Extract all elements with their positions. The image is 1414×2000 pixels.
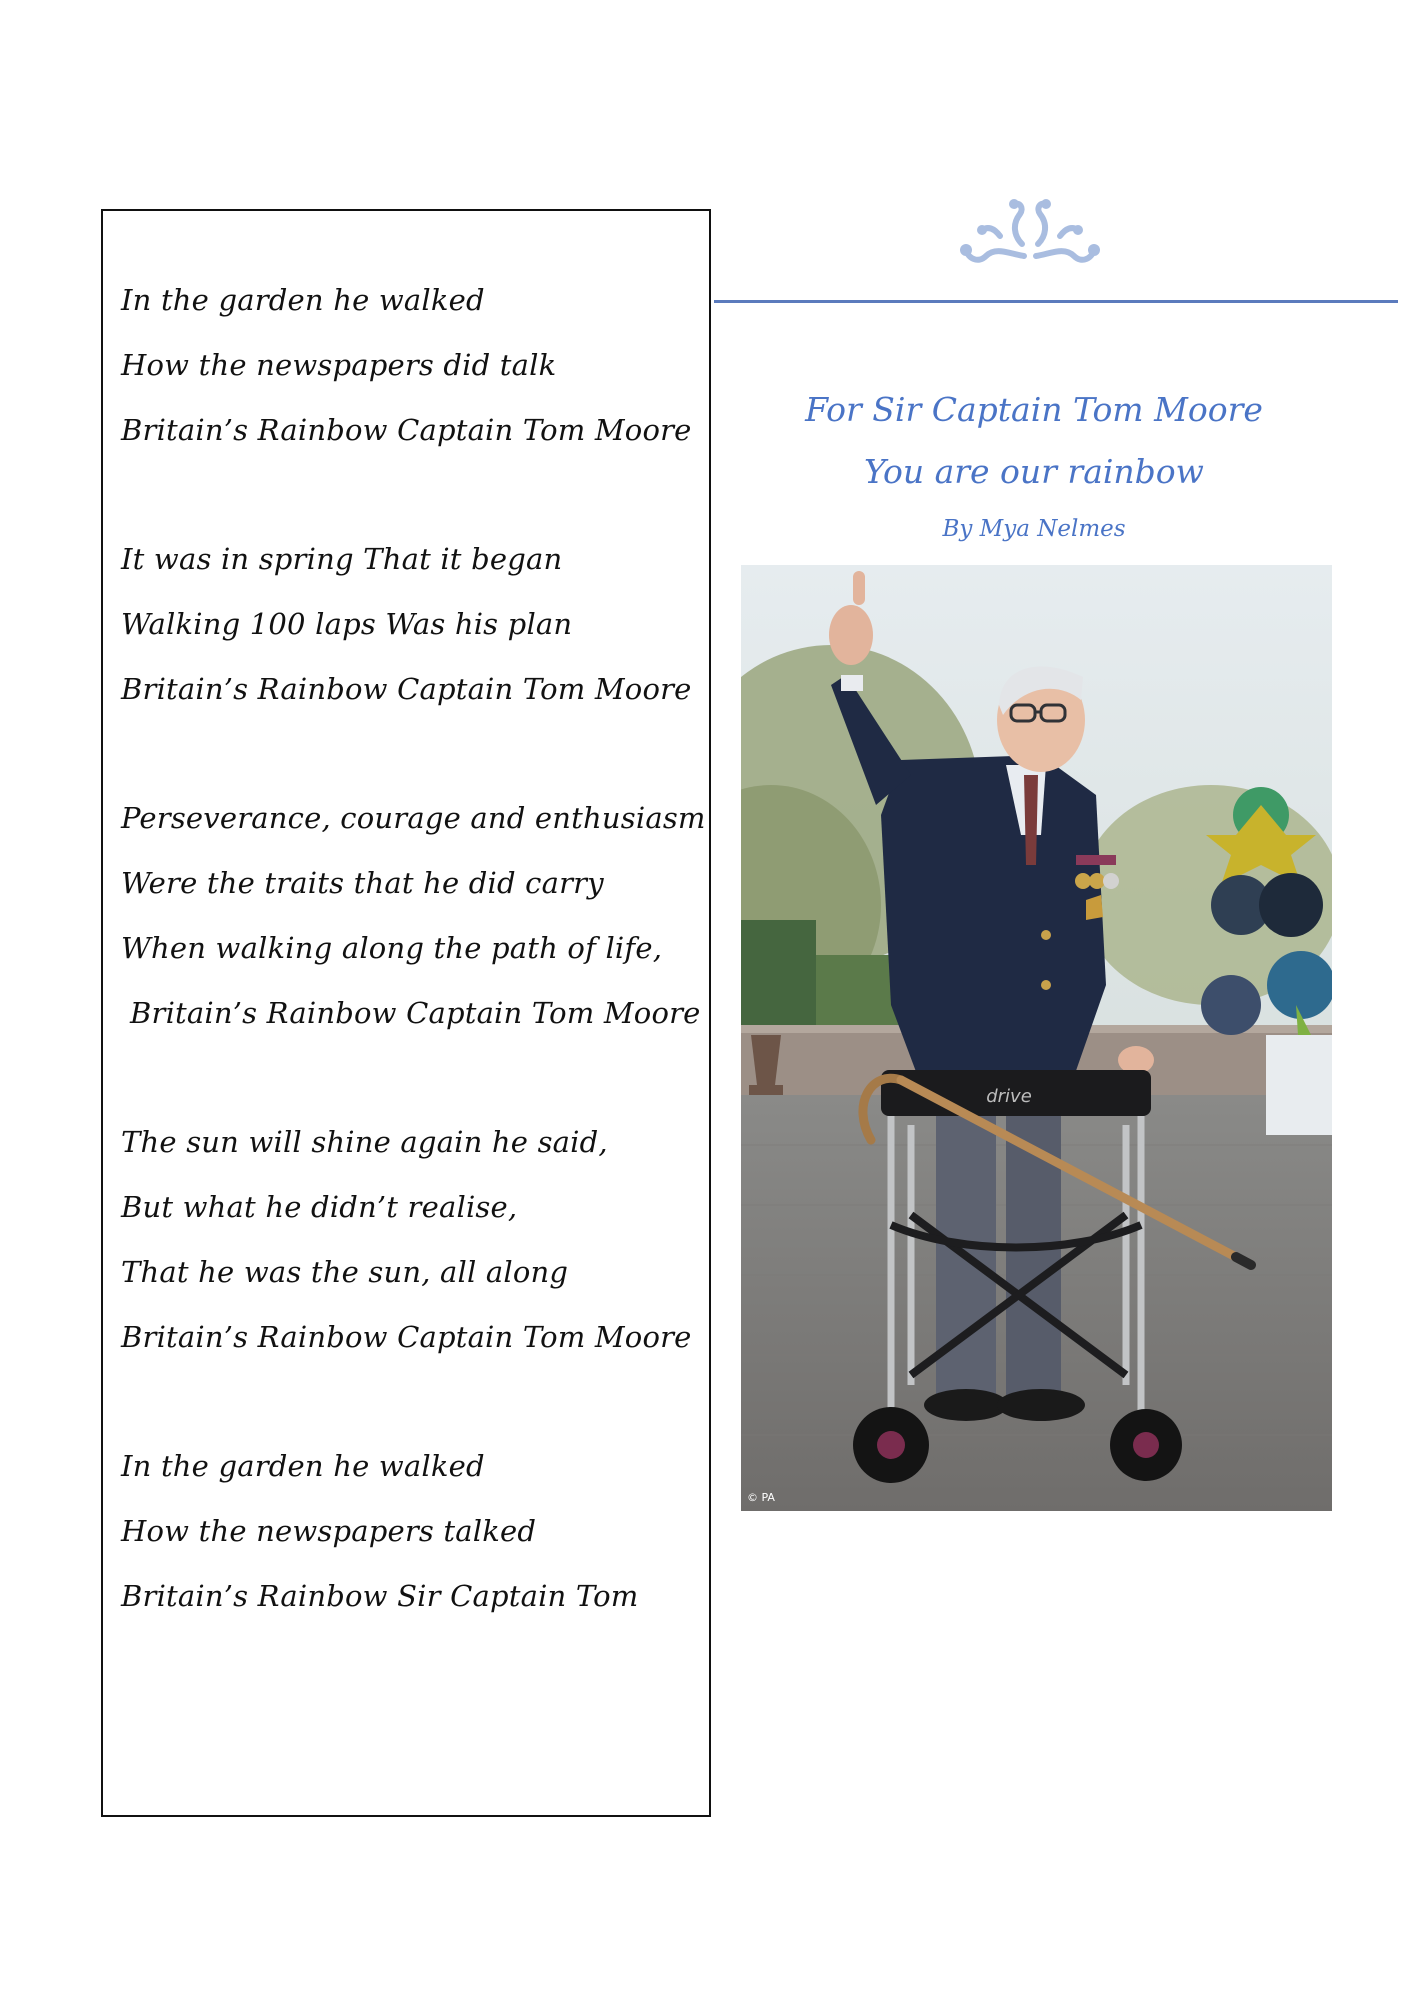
poem-line: That he was the sun, all along <box>121 1255 569 1289</box>
poem-line: When walking along the path of life, <box>121 931 663 965</box>
poem-line: Britain’s Rainbow Captain Tom Moore <box>121 672 692 706</box>
poem-line: How the newspapers talked <box>121 1514 537 1548</box>
poem-line: But what he didn’t realise, <box>121 1190 518 1224</box>
poem-line: The sun will shine again he said, <box>121 1125 608 1159</box>
poem-line: Britain’s Rainbow Captain Tom Moore <box>130 996 701 1030</box>
floral-flourish-icon <box>960 196 1100 276</box>
poem-line: In the garden he walked <box>121 1449 485 1483</box>
page-subtitle: You are our rainbow <box>864 452 1204 491</box>
poem-line: Britain’s Rainbow Sir Captain Tom <box>121 1579 639 1613</box>
poem-line: Britain’s Rainbow Captain Tom Moore <box>121 413 692 447</box>
author-byline: By Mya Nelmes <box>942 516 1126 542</box>
page-title: For Sir Captain Tom Moore <box>805 390 1263 429</box>
poem-box <box>101 209 711 1817</box>
poem-line: How the newspapers did talk <box>121 348 557 382</box>
poem-line: Britain’s Rainbow Captain Tom Moore <box>121 1320 692 1354</box>
photo-captain-tom <box>741 565 1332 1511</box>
walker-brand-label: drive <box>986 1086 1032 1107</box>
poem-line: Perseverance, courage and enthusiasm <box>121 801 706 835</box>
poem-line: Were the traits that he did carry <box>121 866 604 900</box>
poem-line: In the garden he walked <box>121 283 485 317</box>
poem-line: It was in spring That it began <box>121 542 563 576</box>
header-divider <box>714 300 1398 303</box>
photo-credit: © PA <box>747 1491 775 1504</box>
poem-line: Walking 100 laps Was his plan <box>121 607 573 641</box>
